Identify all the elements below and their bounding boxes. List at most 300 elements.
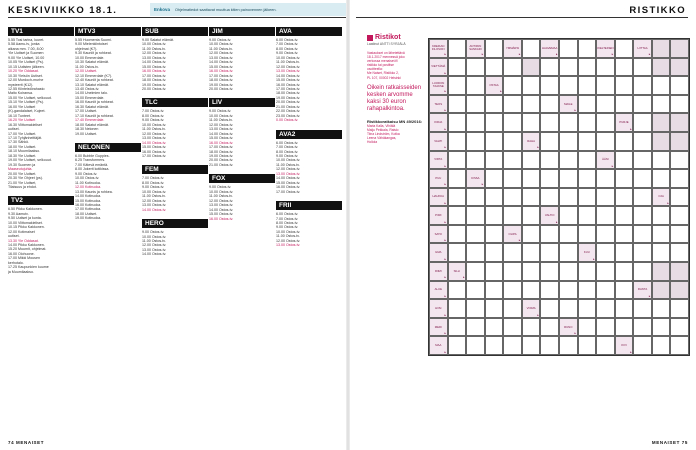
answer-cell[interactable] xyxy=(559,299,578,318)
answer-cell[interactable] xyxy=(559,169,578,188)
program-line: 10.15 Uutisten jälkeen. xyxy=(8,64,45,69)
program-line: 12.00 Kotiruoka. xyxy=(75,185,102,190)
answer-cell[interactable] xyxy=(596,299,615,318)
program-line: 12.00 Ostos-tv. xyxy=(142,51,167,56)
ad-text: Ohjelmatiedot saattavat muuttua kitien painovennen jälkeen. xyxy=(175,7,277,12)
program-line: mysteerit (K12). xyxy=(8,82,34,87)
answer-cell[interactable] xyxy=(559,151,578,170)
program-line: 18.00 Ostos-tv. xyxy=(276,91,301,96)
channel-header: AVA2 xyxy=(276,130,342,139)
program-line: 12.40 Kauniit ja rohkeat. xyxy=(75,78,114,83)
answer-cell[interactable] xyxy=(485,281,504,300)
answer-cell[interactable] xyxy=(615,95,634,114)
answer-cell[interactable] xyxy=(670,318,689,337)
answer-cell[interactable] xyxy=(485,39,504,58)
answer-cell[interactable] xyxy=(522,76,541,95)
answer-cell[interactable] xyxy=(503,95,522,114)
answer-cell[interactable] xyxy=(522,151,541,170)
answer-cell[interactable] xyxy=(448,132,467,151)
schedule-column xyxy=(75,20,141,221)
answer-cell[interactable] xyxy=(670,151,689,170)
clue-text: RIIMI xyxy=(434,268,442,273)
answer-cell[interactable] xyxy=(596,262,615,281)
clue-cell xyxy=(559,95,578,114)
clue-text: RANTA xyxy=(637,287,648,292)
answer-cell[interactable] xyxy=(652,318,671,337)
answer-cell[interactable] xyxy=(485,113,504,132)
program-line: 18.10 Muumilaakso. xyxy=(8,149,41,154)
clue-cell xyxy=(485,76,504,95)
answer-cell[interactable] xyxy=(578,262,597,281)
program-line: 12.00 Ostos-tv. xyxy=(209,198,234,203)
answer-cell[interactable] xyxy=(652,206,671,225)
answer-cell[interactable] xyxy=(559,132,578,151)
answer-cell[interactable] xyxy=(578,281,597,300)
answer-cell[interactable] xyxy=(596,132,615,151)
answer-cell[interactable] xyxy=(540,95,559,114)
answer-cell[interactable] xyxy=(578,132,597,151)
answer-cell[interactable] xyxy=(522,318,541,337)
answer-line: Tiina Lindström, Kotka xyxy=(367,131,400,136)
answer-cell[interactable] xyxy=(485,243,504,262)
answer-cell[interactable] xyxy=(448,76,467,95)
answer-cell[interactable] xyxy=(466,336,485,355)
answer-cell[interactable] xyxy=(633,95,652,114)
answer-cell[interactable] xyxy=(448,336,467,355)
channel-header: SUB xyxy=(142,27,208,36)
answer-cell[interactable] xyxy=(670,225,689,244)
answer-cell[interactable] xyxy=(540,113,559,132)
program-line: 14.00 Ostos-tv. xyxy=(209,207,234,212)
answer-cell[interactable] xyxy=(615,206,634,225)
answer-cell[interactable] xyxy=(670,243,689,262)
answer-cell[interactable] xyxy=(578,151,597,170)
answer-cell[interactable] xyxy=(670,206,689,225)
answer-cell[interactable] xyxy=(578,299,597,318)
program-line: 9.30 Aamutv. xyxy=(8,211,29,216)
answer-cell[interactable] xyxy=(466,281,485,300)
answer-cell[interactable] xyxy=(503,318,522,337)
program-line: 17.00 Ostos-tv. xyxy=(209,73,234,78)
answer-cell[interactable] xyxy=(578,188,597,207)
answer-cell[interactable] xyxy=(466,76,485,95)
program-line: 6.00 Ostos-tv. xyxy=(276,140,299,145)
program-line: 5.55 Huomenta Suomi. xyxy=(75,38,112,42)
answer-cell[interactable] xyxy=(503,206,522,225)
answer-cell[interactable] xyxy=(559,281,578,300)
answer-cell[interactable] xyxy=(540,336,559,355)
clue-text: VOIMA xyxy=(526,305,536,310)
answer-cell[interactable] xyxy=(503,113,522,132)
answer-cell[interactable] xyxy=(633,132,652,151)
answer-cell[interactable] xyxy=(578,206,597,225)
answer-cell[interactable] xyxy=(596,336,615,355)
clue-cell xyxy=(429,281,448,300)
clue-arrow-icon: ▸ xyxy=(444,201,447,205)
clue-text: SILLI xyxy=(453,268,461,273)
program-line: 12.00 Ostos-tv. xyxy=(142,131,167,136)
answers-heading: Ristikkoratkaisu MN 49/2016: xyxy=(367,118,423,124)
answer-cell[interactable] xyxy=(466,95,485,114)
answer-cell[interactable] xyxy=(615,281,634,300)
answer-cell[interactable] xyxy=(578,318,597,337)
answer-cell[interactable] xyxy=(466,243,485,262)
answer-cell[interactable] xyxy=(466,132,485,151)
answer-cell[interactable] xyxy=(596,243,615,262)
answer-cell[interactable] xyxy=(540,188,559,207)
program-line: 12.00 Ostos-tv. xyxy=(276,64,301,69)
clue-cell xyxy=(429,206,448,225)
answer-cell[interactable] xyxy=(578,76,597,95)
program-line: 5.55 Tosi tarina, luuret. xyxy=(8,38,45,42)
answer-cell[interactable] xyxy=(559,188,578,207)
answer-cell[interactable] xyxy=(522,188,541,207)
answer-cell[interactable] xyxy=(540,169,559,188)
answer-cell[interactable] xyxy=(652,299,671,318)
program-line: 9.00 Ostos-tv. xyxy=(75,171,98,176)
answer-cell[interactable] xyxy=(448,113,467,132)
answer-cell[interactable] xyxy=(596,58,615,77)
answer-cell[interactable] xyxy=(633,206,652,225)
answer-cell[interactable] xyxy=(522,225,541,244)
answer-cell[interactable] xyxy=(596,95,615,114)
clue-text: ILMA xyxy=(435,250,442,255)
answer-cell[interactable] xyxy=(633,58,652,77)
clue-arrow-icon: ▸ xyxy=(444,238,447,243)
clue-text: PURJE xyxy=(619,120,629,125)
answer-cell[interactable] xyxy=(559,225,578,244)
answer-cell[interactable] xyxy=(466,299,485,318)
clue-arrow-icon: ▸ xyxy=(630,349,632,354)
clue-cell xyxy=(466,39,485,58)
program-line: 15.00 Yle Uutiset, selkouut. xyxy=(8,95,52,100)
clue-cell xyxy=(429,76,448,95)
answer-cell[interactable] xyxy=(485,336,504,355)
program-line: 21.00 Ostos-tv. xyxy=(276,104,301,109)
answer-cell[interactable] xyxy=(466,151,485,170)
answer-cell[interactable] xyxy=(448,225,467,244)
answer-cell[interactable] xyxy=(670,336,689,355)
program-line: 18.00 Salatut elämät. xyxy=(75,122,109,127)
answer-cell[interactable] xyxy=(503,336,522,355)
picture-clue-cell xyxy=(652,262,671,281)
answer-cell[interactable] xyxy=(578,169,597,188)
answer-cell[interactable] xyxy=(522,336,541,355)
program-line: 11.00 Ostos-tv. xyxy=(276,60,300,65)
program-line: 19.00 Kotiruoka. xyxy=(75,216,102,221)
answer-cell[interactable] xyxy=(522,262,541,281)
answer-cell[interactable] xyxy=(485,132,504,151)
answer-cell[interactable] xyxy=(503,243,522,262)
answer-cell[interactable] xyxy=(522,113,541,132)
answer-cell[interactable] xyxy=(596,113,615,132)
answer-cell[interactable] xyxy=(559,336,578,355)
answer-cell[interactable] xyxy=(652,169,671,188)
program-line: 13.00 Ostos-tv. xyxy=(209,55,234,60)
answer-cell[interactable] xyxy=(615,318,634,337)
program-line: 6.00 Ostos-tv. xyxy=(276,38,299,42)
answer-cell[interactable] xyxy=(448,188,467,207)
answer-cell[interactable] xyxy=(522,206,541,225)
answer-cell[interactable] xyxy=(596,225,615,244)
program-line: 17.00 Ostos-tv. xyxy=(142,73,167,78)
answer-cell[interactable] xyxy=(540,262,559,281)
answer-cell[interactable] xyxy=(559,39,578,58)
answer-cell[interactable] xyxy=(448,58,467,77)
puzzle-instructions xyxy=(367,51,423,80)
program-line: 9.00 Ostos-tv. xyxy=(276,225,299,230)
answer-cell[interactable] xyxy=(466,58,485,77)
answer-cell[interactable] xyxy=(448,95,467,114)
program-line: 21.00 Yle Uutiset, xyxy=(8,180,37,185)
answer-cell[interactable] xyxy=(503,132,522,151)
answer-cell[interactable] xyxy=(485,151,504,170)
answer-cell[interactable] xyxy=(578,336,597,355)
answer-cell[interactable] xyxy=(522,243,541,262)
answer-cell[interactable] xyxy=(540,58,559,77)
answer-cell[interactable] xyxy=(503,281,522,300)
answer-cell[interactable] xyxy=(633,299,652,318)
program-line: 14.00 Unelmien talo. xyxy=(75,91,108,96)
answer-cell[interactable] xyxy=(615,58,634,77)
answer-cell[interactable] xyxy=(466,188,485,207)
program-line: 18.00 Uutiset. xyxy=(75,211,98,216)
answer-cell[interactable] xyxy=(615,169,634,188)
answer-cell[interactable] xyxy=(448,169,467,188)
clue-text: ANTIIKIN SANKARI xyxy=(469,44,482,52)
answer-cell[interactable] xyxy=(578,113,597,132)
channel-header: NELONEN xyxy=(75,143,141,152)
clue-cell xyxy=(522,132,541,151)
answer-cell[interactable] xyxy=(485,206,504,225)
answer-cell[interactable] xyxy=(503,262,522,281)
answer-cell[interactable] xyxy=(485,58,504,77)
answer-cell[interactable] xyxy=(633,169,652,188)
instruction-line: Me Naiset, Ristikko 2, xyxy=(367,71,399,76)
answer-cell[interactable] xyxy=(578,95,597,114)
program-line: 9.00 Ostos-tv. xyxy=(209,185,232,190)
answer-cell[interactable] xyxy=(559,262,578,281)
answer-cell[interactable] xyxy=(596,206,615,225)
program-line: 10.00 Ostos-tv. xyxy=(209,42,234,47)
answer-cell[interactable] xyxy=(466,225,485,244)
answer-cell[interactable] xyxy=(503,76,522,95)
answer-cell[interactable] xyxy=(540,132,559,151)
clue-text: KIRJA xyxy=(434,120,443,125)
answer-cell[interactable] xyxy=(596,76,615,95)
program-line: 10.00 Ostos-tv. xyxy=(142,189,167,194)
program-line: 11.00 Ostos-tv. xyxy=(209,46,233,51)
puzzle-info xyxy=(367,34,423,144)
answer-cell[interactable] xyxy=(596,188,615,207)
answer-cell[interactable] xyxy=(615,76,634,95)
answer-cell[interactable] xyxy=(522,281,541,300)
program-line: 10.00 Ostos-tv. xyxy=(209,113,234,118)
program-line: 13.00 Ostos-tv. xyxy=(209,203,234,208)
program-line: 15.00 Ostos-tv. xyxy=(276,78,301,83)
answer-cell[interactable] xyxy=(633,262,652,281)
answer-cell[interactable] xyxy=(633,76,652,95)
answer-cell[interactable] xyxy=(559,243,578,262)
answer-cell[interactable] xyxy=(485,188,504,207)
program-line: 14.00 Kotiruoka. xyxy=(75,194,102,199)
answer-cell[interactable] xyxy=(503,169,522,188)
answer-cell[interactable] xyxy=(466,206,485,225)
answer-cell[interactable] xyxy=(652,151,671,170)
answer-cell[interactable] xyxy=(559,206,578,225)
answer-cell[interactable] xyxy=(615,188,634,207)
answer-cell[interactable] xyxy=(540,243,559,262)
answer-cell[interactable] xyxy=(633,225,652,244)
clue-cell xyxy=(503,39,522,58)
answer-cell[interactable] xyxy=(540,318,559,337)
clue-cell xyxy=(652,188,671,207)
picture-clue-cell xyxy=(652,132,671,151)
answer-cell[interactable] xyxy=(448,299,467,318)
instruction-line: osoitteella: xyxy=(367,67,383,72)
answer-cell[interactable] xyxy=(596,318,615,337)
program-line: 16.00 Olohuone. xyxy=(8,251,35,256)
answer-cell[interactable] xyxy=(448,206,467,225)
program-line: 17.00 Ostos-tv. xyxy=(142,153,167,158)
answer-cell[interactable] xyxy=(670,299,689,318)
picture-clue-cell xyxy=(670,58,689,77)
program-line: 15.00 Ostos-tv. xyxy=(209,212,234,217)
answer-cell[interactable] xyxy=(615,262,634,281)
answer-cell[interactable] xyxy=(633,243,652,262)
answer-cell[interactable] xyxy=(485,225,504,244)
clue-cell xyxy=(466,169,485,188)
channel-header: MTV3 xyxy=(75,27,141,36)
program-line: 9.00 Ostos-tv. xyxy=(276,51,299,56)
program-line: 19.00 Ostos-tv. xyxy=(209,153,234,158)
clue-arrow-icon: ▸ xyxy=(444,293,447,298)
answer-cell[interactable] xyxy=(540,76,559,95)
answer-cell[interactable] xyxy=(652,336,671,355)
answer-cell[interactable] xyxy=(466,262,485,281)
answer-cell[interactable] xyxy=(448,243,467,262)
answer-cell[interactable] xyxy=(540,225,559,244)
answer-cell[interactable] xyxy=(466,113,485,132)
answer-cell[interactable] xyxy=(448,318,467,337)
answer-cell[interactable] xyxy=(578,58,597,77)
program-line: kerhotalo. xyxy=(8,260,24,265)
program-line: 15.00 Emmerdale. xyxy=(75,95,105,100)
program-line: 13.00 Ostos-tv. xyxy=(142,55,167,60)
answer-cell[interactable] xyxy=(485,299,504,318)
answer-cell[interactable] xyxy=(559,113,578,132)
answer-cell[interactable] xyxy=(485,95,504,114)
answer-cell[interactable] xyxy=(540,281,559,300)
clue-cell xyxy=(429,243,448,262)
answer-cell[interactable] xyxy=(578,225,597,244)
answer-cell[interactable] xyxy=(485,169,504,188)
answer-cell[interactable] xyxy=(615,243,634,262)
answer-cell[interactable] xyxy=(522,95,541,114)
clue-arrow-icon: ▸ xyxy=(444,256,447,261)
answer-cell[interactable] xyxy=(670,169,689,188)
answer-cell[interactable] xyxy=(633,151,652,170)
answer-cell[interactable] xyxy=(503,299,522,318)
program-line: 17.30 Sähkö. xyxy=(8,140,30,145)
program-line: 7.00 Ostos-tv. xyxy=(142,176,165,181)
answer-cell[interactable] xyxy=(448,281,467,300)
answer-cell[interactable] xyxy=(652,225,671,244)
answer-cell[interactable] xyxy=(596,169,615,188)
program-line: 11.00 Ostos-tv. xyxy=(209,194,233,199)
clue-text: OSTAA xyxy=(489,82,499,87)
answer-cell[interactable] xyxy=(522,39,541,58)
program-line: Maito Koiransa. xyxy=(8,91,33,96)
clue-arrow-icon: ▸ xyxy=(444,145,447,150)
clue-cell xyxy=(429,58,448,77)
clue-arrow-icon: ▸ xyxy=(574,331,577,336)
answer-cell[interactable] xyxy=(578,39,597,58)
picture-clue-cell xyxy=(652,58,671,77)
program-line: 16.20 Yle Uutiset xyxy=(8,118,36,123)
clue-text: RUNO xyxy=(564,324,573,329)
answer-cell[interactable] xyxy=(448,151,467,170)
clue-text: OLIPA xyxy=(508,231,517,236)
program-line: Yle Uutiset ja Suomen xyxy=(8,51,44,56)
answer-cell[interactable] xyxy=(485,262,504,281)
answer-cell[interactable] xyxy=(670,76,689,95)
answer-cell[interactable] xyxy=(652,243,671,262)
answer-cell[interactable] xyxy=(466,318,485,337)
program-line: 15.00 Kotiruoka. xyxy=(75,198,102,203)
answer-cell[interactable] xyxy=(615,151,634,170)
answer-cell[interactable] xyxy=(615,132,634,151)
answer-cell[interactable] xyxy=(596,281,615,300)
clue-cell xyxy=(615,336,634,355)
answer-cell[interactable] xyxy=(503,58,522,77)
answer-cell[interactable] xyxy=(633,113,652,132)
answer-cell[interactable] xyxy=(633,318,652,337)
answer-cell[interactable] xyxy=(503,151,522,170)
answer-cell[interactable] xyxy=(670,95,689,114)
program-line: 17.00 Ostos-tv. xyxy=(276,86,301,91)
program-line: 15.20 Muumit, ohjelmat. xyxy=(8,247,47,252)
program-line: 10.15 Pikku Kakkonen. xyxy=(8,225,45,230)
answer-cell[interactable] xyxy=(485,318,504,337)
clue-cell xyxy=(429,132,448,151)
answer-cell[interactable] xyxy=(540,151,559,170)
clue-text: KREIKAN FILOSOFI xyxy=(431,44,445,52)
clue-cell xyxy=(429,336,448,355)
clue-text: ÄÄNI xyxy=(602,157,609,162)
answer-cell[interactable] xyxy=(559,58,578,77)
program-line: 20.00 Ostos-tv. xyxy=(209,158,234,163)
answer-cell[interactable] xyxy=(503,188,522,207)
clue-text: MAA xyxy=(435,343,442,348)
answer-cell[interactable] xyxy=(633,336,652,355)
answer-cell[interactable] xyxy=(652,95,671,114)
answer-cell[interactable] xyxy=(652,76,671,95)
answer-cell[interactable] xyxy=(615,299,634,318)
answer-cell[interactable] xyxy=(540,299,559,318)
answer-cell[interactable] xyxy=(559,76,578,95)
channel-header: TV2 xyxy=(8,196,74,205)
answer-cell[interactable] xyxy=(615,225,634,244)
answer-cell[interactable] xyxy=(633,188,652,207)
answer-cell[interactable] xyxy=(615,39,634,58)
answer-cell[interactable] xyxy=(670,188,689,207)
program-line: 13.00 Kaunis ja rohkea. xyxy=(75,189,113,194)
program-line: 16.00 Kauniit ja rohkeat. xyxy=(75,100,114,105)
answer-cell[interactable] xyxy=(448,39,467,58)
answer-cell[interactable] xyxy=(522,169,541,188)
program-line: 9.50 Uutiset ja kunta. xyxy=(8,216,42,221)
